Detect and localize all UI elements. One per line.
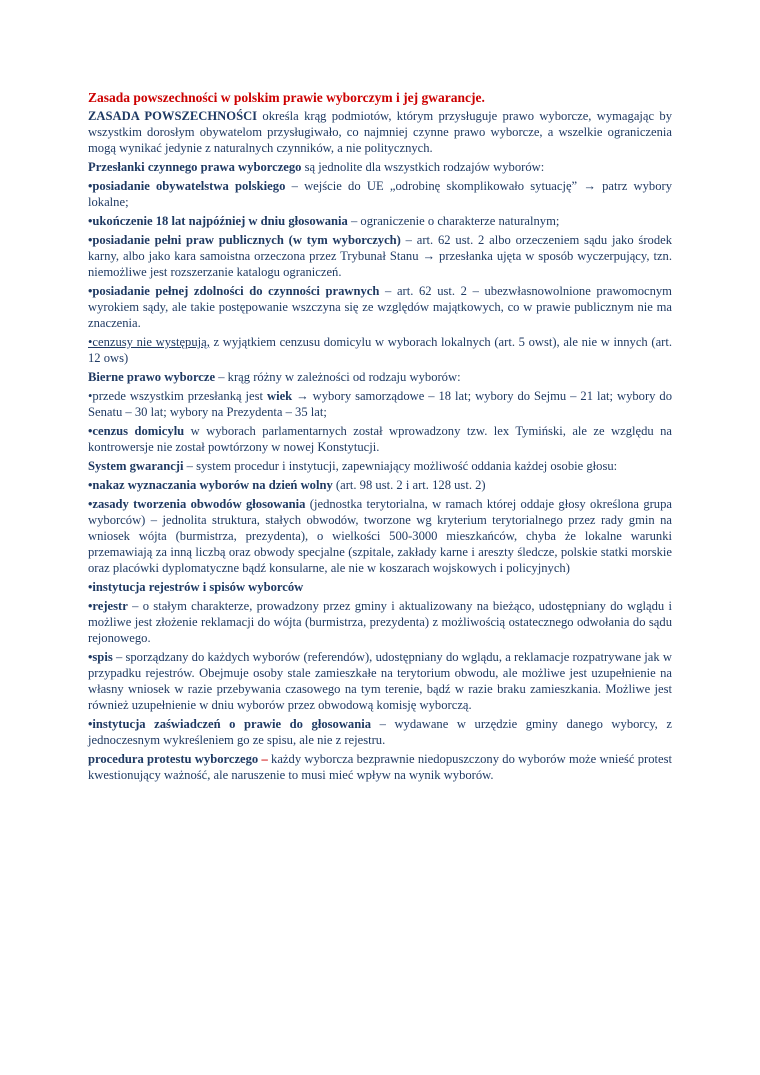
text-run: (jednostka terytorialna, w ramach której oddaje głosy określona grupa wyborców) – jednolita struktura, stałych obwodów, tworzone wg kryterium terytorialnego przez rady gmin na wniosek wójta (burmistrza, prezydenta), o wielkości 500-3000 mieszkańców, chyba że lokalne warunki przemawiają za inną liczbą oraz obwody specjalne (szpitale, zakłady karne i areszty śledcze, polskie statki morskie oraz placówki dyplomatyczne bądź konsularne, ale nie w koszarach wojskowych i policyjnych) (88, 497, 672, 575)
text-run: ZASADA POWSZECHNOŚCI (88, 109, 258, 123)
paragraph (88, 334, 672, 366)
paragraph (88, 369, 672, 385)
text-run: System gwarancji (88, 459, 184, 473)
text-run: •zasady tworzenia obwodów głosowania (88, 497, 306, 511)
text-run: •cenzusy nie występują, (88, 335, 210, 349)
text-run: określa krąg podmiotów, którym przysługuje prawo wyborcze, wymagając by wszystkim dorosłym obywatelom przysługiwało, co najmniej czynne prawo wyborcze, a wszelkie ograniczenia mogą wynikać jedynie z naturalnych czynników, a nie politycznych. (88, 109, 672, 155)
text-run: •ukończenie 18 lat najpóźniej w dniu głosowania (88, 214, 348, 228)
text-run: •przede wszystkim przesłanką jest (88, 389, 267, 403)
text-run: •instytucja zaświadczeń o prawie do głosowania (88, 717, 372, 731)
paragraph (88, 108, 672, 156)
text-run: •posiadanie pełnej zdolności do czynności prawnych (88, 284, 380, 298)
document-title: Zasada powszechności w polskim prawie wyborczym i jej gwarancje. (88, 90, 485, 105)
text-run: w wyborach parlamentarnych został wprowadzony tzw. lex Tymiński, ale ze względu na kontrowersje nie został powtórzony w nowej Konstytucji. (88, 424, 672, 454)
paragraph (88, 477, 672, 493)
paragraph (88, 716, 672, 748)
text-run: (art. 98 ust. 2 i art. 128 ust. 2) (332, 478, 486, 492)
text-run: Przesłanki czynnego prawa wyborczego (88, 160, 302, 174)
paragraph (88, 283, 672, 331)
paragraph (88, 159, 672, 175)
text-run: z wyjątkiem cenzusu domicylu w wyborach lokalnych (art. 5 owst), ale nie w innych (art. 12 ows) (88, 335, 672, 365)
paragraph (88, 178, 672, 210)
paragraph (88, 232, 672, 280)
text-run: •posiadanie obywatelstwa polskiego (88, 179, 286, 193)
document-body (88, 108, 672, 783)
text-run: → wybory samorządowe – 18 lat; wybory do Sejmu – 21 lat; wybory do Senatu – 30 lat; wybory na Prezydenta – 35 lat; (88, 389, 672, 419)
paragraph (88, 649, 672, 713)
text-run: •instytucja rejestrów i spisów wyborców (88, 580, 304, 594)
text-run: – sporządzany do każdych wyborów (referendów), udostępniany do wglądu, a reklamacje rozpatrywane jak w przypadku rejestrów. Obejmuje osoby stale zamieszkałe na terytorium obwodu, ale możliwe jest uzupełnienie na własny wniosek w razie przebywania czasowego na tym terenie, bądź w razie braku zamieszkania. Możliwe jest również uzupełnienie w dniu wyborów przez obwodową komisję wyborczą. (88, 650, 672, 712)
text-run: •cenzus domicylu (88, 424, 185, 438)
text-run: •spis (88, 650, 113, 664)
paragraph (88, 751, 672, 783)
text-run: •posiadanie pełni praw publicznych (w tym wyborczych) (88, 233, 401, 247)
paragraph (88, 423, 672, 455)
text-run: •rejestr (88, 599, 128, 613)
text-run: Bierne prawo wyborcze (88, 370, 216, 384)
paragraph (88, 598, 672, 646)
paragraph (88, 496, 672, 576)
text-run: procedura protestu wyborczego (88, 752, 262, 766)
text-run: – art. 62 ust. 2 – ubezwłasnowolnione prawomocnym wyrokiem sądy, ale takie postępowanie wszczyna się ze względów majątkowych, co w prawie publicznym nie ma znaczenia. (88, 284, 672, 330)
paragraph (88, 458, 672, 474)
text-run: – ograniczenie o charakterze naturalnym; (347, 214, 560, 228)
text-run: każdy wyborcza bezprawnie niedopuszczony do wyborów może wnieść protest kwestionujący ważność, ale naruszenie to musi mieć wpływ na wynik wyborów. (88, 752, 672, 782)
text-run: – wydawane w urzędzie gminy danego wyborcy, z jednoczesnym wykreśleniem go ze spisu, ale nie z rejestru. (88, 717, 672, 747)
text-run: •nakaz wyznaczania wyborów na dzień wolny (88, 478, 333, 492)
text-run: – krąg różny w zależności od rodzaju wyborów: (215, 370, 461, 384)
paragraph (88, 213, 672, 229)
text-run: – o stałym charakterze, prowadzony przez gminy i aktualizowany na bieżąco, udostępniany do wglądu i możliwe jest złożenie reklamacji do wójta (burmistrza, prezydenta) z możliwością ostatecznego odwołania do sądu rejonowego. (88, 599, 672, 645)
text-run: – (261, 752, 268, 766)
text-run: – art. 62 ust. 2 albo orzeczeniem sądu jako środek karny, albo jako kara samoistna orzeczona przez Trybunał Stanu → przesłanka ujęta w sposób wyczerpujący, tzn. niemożliwe jest rozszerzanie katalogu ograniczeń. (88, 233, 673, 279)
text-run: są jednolite dla wszystkich rodzajów wyborów: (301, 160, 545, 174)
text-run: – wejście do UE „odrobinę skomplikowało sytuację” → patrz wybory lokalne; (88, 179, 672, 209)
text-run: wiek (266, 389, 293, 403)
text-run: – system procedur i instytucji, zapewniający możliwość oddania każdej osobie głosu: (183, 459, 618, 473)
paragraph (88, 388, 672, 420)
paragraph (88, 579, 672, 595)
